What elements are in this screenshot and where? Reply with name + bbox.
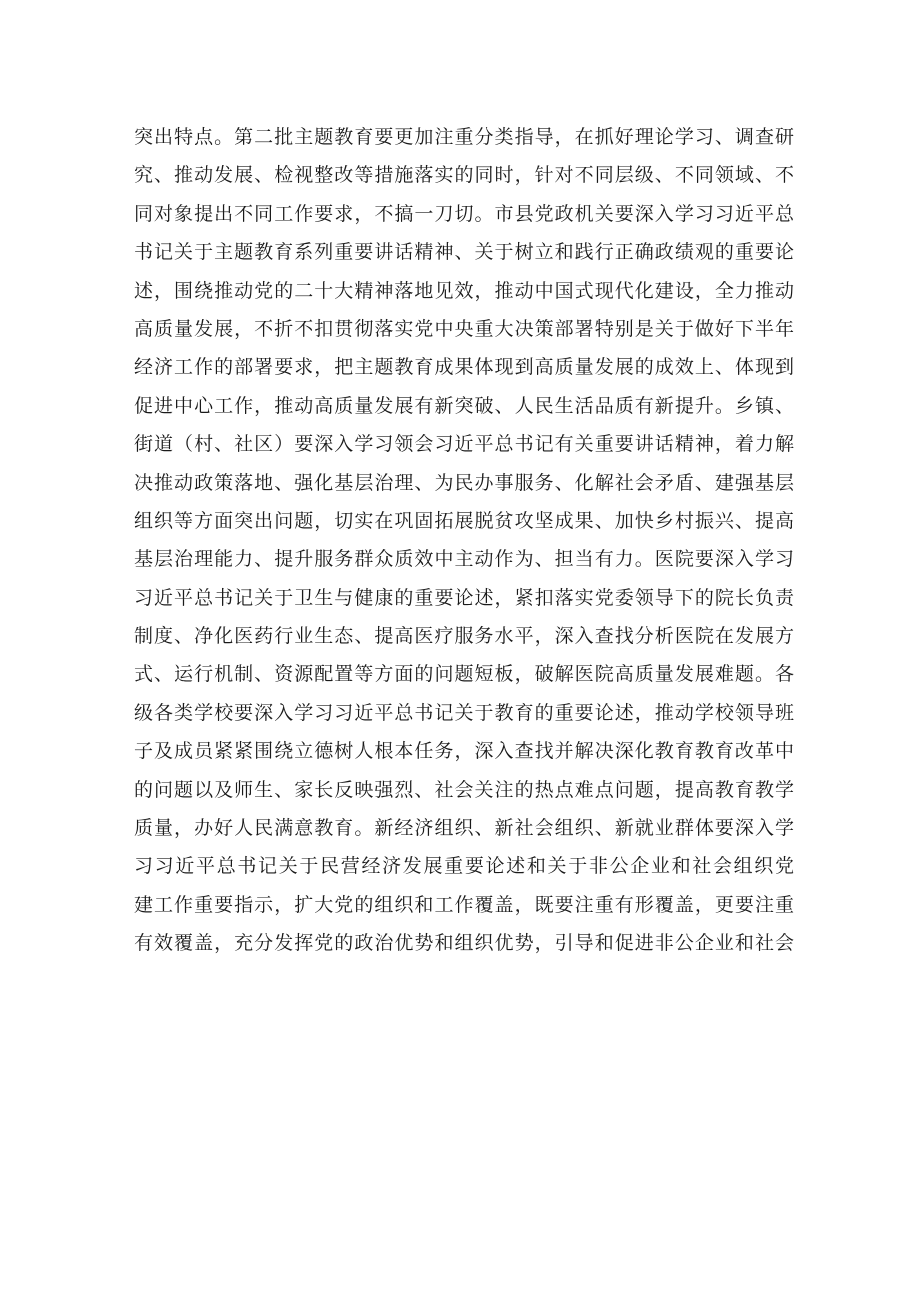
text-line: 质量，办好人民满意教育。新经济组织、新社会组织、新就业群体要深入学 <box>134 817 794 840</box>
text-line: 街道（村、社区）要深入学习领会习近平总书记有关重要讲话精神，着力解 <box>134 433 794 456</box>
text-line: 式、运行机制、资源配置等方面的问题短板，破解医院高质量发展难题。各 <box>134 663 794 686</box>
text-line: 突出特点。第二批主题教育要更加注重分类指导，在抓好理论学习、调查研 <box>134 126 794 148</box>
text-line: 促进中心工作，推动高质量发展有新突破、人民生活品质有新提升。乡镇、 <box>134 394 794 417</box>
text-line: 高质量发展，不折不扣贯彻落实党中央重大决策部署特别是关于做好下半年 <box>134 317 794 340</box>
body-paragraph <box>134 118 794 963</box>
text-line: 的问题以及师生、家长反映强烈、社会关注的热点难点问题，提高教育教学 <box>134 778 794 801</box>
text-line: 制度、净化医药行业生态、提高医疗服务水平，深入查找分析医院在发展方 <box>134 625 794 648</box>
text-line: 基层治理能力、提升服务群众质效中主动作为、担当有力。医院要深入学习 <box>134 548 794 571</box>
text-line: 同对象提出不同工作要求，不搞一刀切。市县党政机关要深入学习习近平总 <box>134 202 794 225</box>
text-line: 究、推动发展、检视整改等措施落实的同时，针对不同层级、不同领域、不 <box>134 164 794 187</box>
text-line: 决推动政策落地、强化基层治理、为民办事服务、化解社会矛盾、建强基层 <box>134 471 794 494</box>
text-line: 建工作重要指示，扩大党的组织和工作覆盖，既要注重有形覆盖，更要注重 <box>134 893 794 916</box>
text-line: 组织等方面突出问题，切实在巩固拓展脱贫攻坚成果、加快乡村振兴、提高 <box>134 509 794 532</box>
text-line: 经济工作的部署要求，把主题教育成果体现到高质量发展的成效上、体现到 <box>134 356 794 379</box>
text-line: 子及成员紧紧围绕立德树人根本任务，深入查找并解决深化教育教育改革中 <box>134 740 794 763</box>
text-line: 有效覆盖，充分发挥党的政治优势和组织优势，引导和促进非公企业和社会 <box>134 932 794 955</box>
text-line: 级各类学校要深入学习习近平总书记关于教育的重要论述，推动学校领导班 <box>134 701 794 724</box>
text-line: 书记关于主题教育系列重要讲话精神、关于树立和践行正确政绩观的重要论 <box>134 241 794 264</box>
text-line: 习习近平总书记关于民营经济发展重要论述和关于非公企业和社会组织党 <box>134 855 794 878</box>
text-line: 习近平总书记关于卫生与健康的重要论述，紧扣落实党委领导下的院长负责 <box>134 586 794 609</box>
text-line: 述，围绕推动党的二十大精神落地见效，推动中国式现代化建设，全力推动 <box>134 279 794 302</box>
